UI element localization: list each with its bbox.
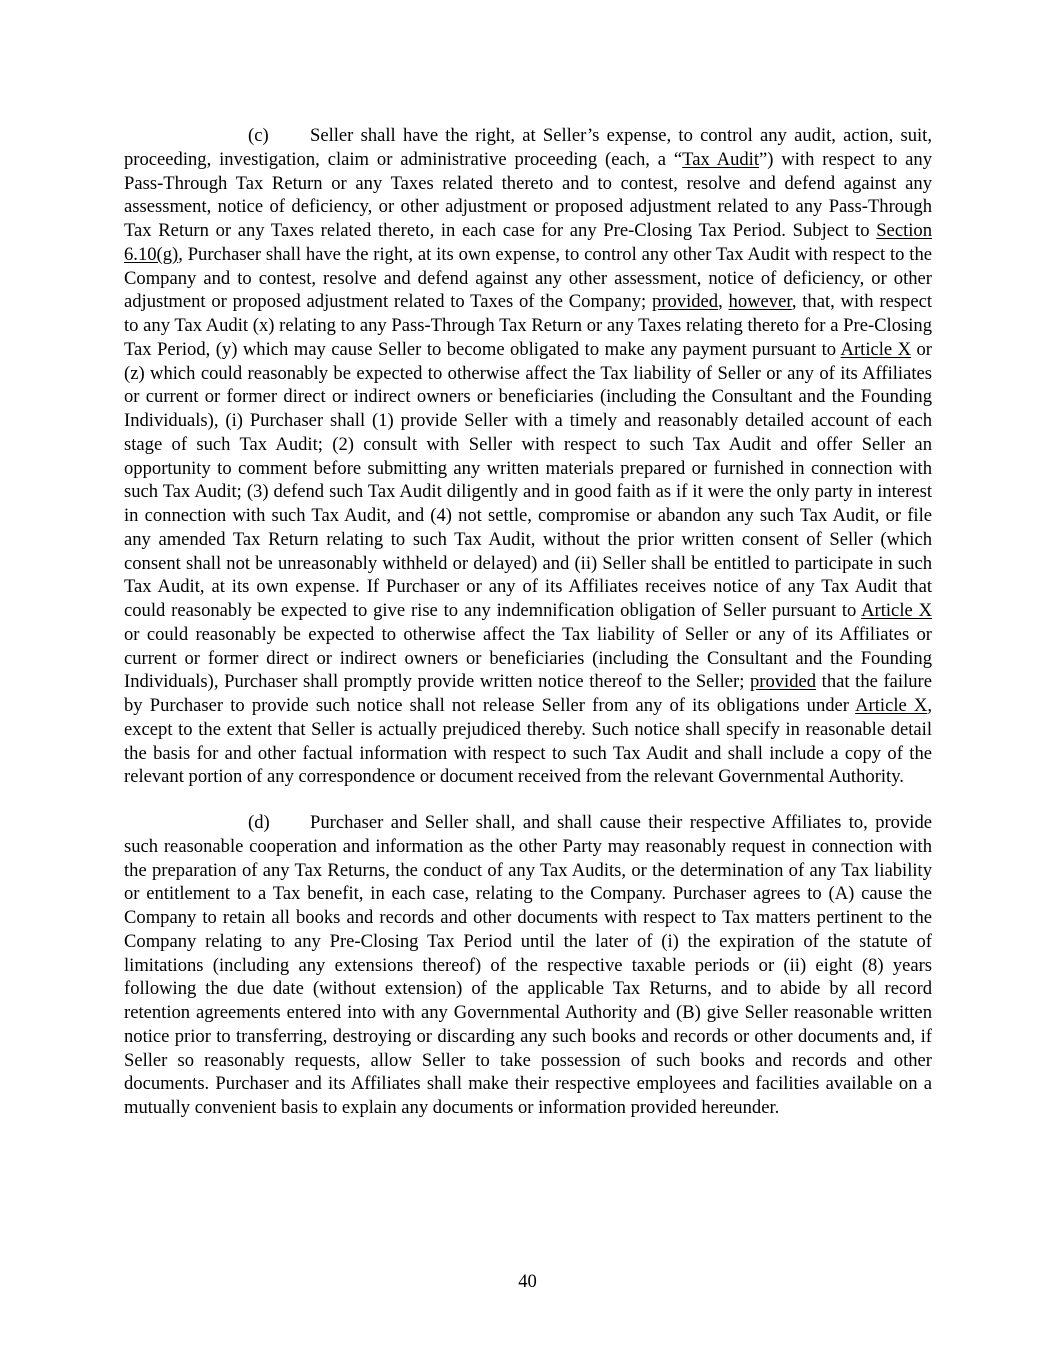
paragraph-c-text-9: , except to the extent that Seller is actually prejudiced thereby. Such notice shall specify in reasonable detail the basis for and other factual information with respect to such Tax Audit and shall include a copy of the relevant portion of any correspondence or document received from the relevant Governmental Authority.: [124, 695, 932, 788]
paragraph-label-c: (c): [248, 125, 269, 146]
paragraph-c-text-3: , Purchaser shall have the right, at its own expense, to control any other Tax Audit with respect to the Company and to contest, resolve and defend against any other assessment, notice of deficiency, or other adjustment or proposed adjustment related to Taxes of the Company;: [124, 243, 932, 313]
paragraph-c-text-4: ,: [718, 291, 729, 313]
article-reference: Article X: [861, 600, 932, 621]
paragraph-c-text-1: Seller shall have the right, at Seller’s expense, to control any audit, action, suit, proceeding, investigation, claim or administrative proceeding (each, a “: [124, 125, 932, 170]
paragraph-d-text: Purchaser and Seller shall, and shall cause their respective Affiliates to, provide such reasonable cooperation and information as the other Party may reasonably request in connection with the preparation of any Tax Returns, the conduct of any Tax Audits, or the determination of any Tax liability or entitlement to a Tax benefit, in each case, relating to the Company. Purchaser agrees to (A) cause the Company to retain all books and records and other documents with respect to Tax matters pertinent to the Company relating to any Pre-Closing Tax Period until the later of (i) the expiration of the statute of limitations (including any extensions thereof) of the respective taxable periods or (ii) eight (8) years following the due date (without extension) of the applicable Tax Returns, and to abide by all record retention agreements entered into with any Governmental Authority and (B) give Seller reasonable written notice prior to transferring, destroying or discarding any such books and records or other documents and, if Seller so reasonably requests, allow Seller to take possession of such books and records and other documents. Purchaser and its Affiliates shall make their respective employees and facilities available on a mutually convenient basis to explain any documents or information provided hereunder.: [124, 812, 932, 1118]
paragraph-c-text-7: or could reasonably be expected to otherwise affect the Tax liability of Seller or any of its Affiliates or current or former direct or indirect owners or beneficiaries (including the Consultant and the Founding Individuals), Purchaser shall promptly provide written notice thereof to the Seller;: [124, 623, 932, 693]
paragraph-c-text-6: or (z) which could reasonably be expected to otherwise affect the Tax liability of Seller or any of its Affiliates or current or former direct or indirect owners or beneficiaries (including the Consultant and the Founding Individuals), (i) Purchaser shall (1) provide Seller with a timely and reasonably detailed account of each stage of such Tax Audit; (2) consult with Seller with respect to such Tax Audit and offer Seller an opportunity to comment before submitting any written materials prepared or furnished in connection with such Tax Audit; (3) defend such Tax Audit diligently and in good faith as if it were the only party in interest in connection with such Tax Audit, and (4) not settle, compromise or abandon any such Tax Audit, or file any amended Tax Return relating to such Tax Audit, without the prior written consent of Seller (which consent shall not be unreasonably withheld or delayed) and (ii) Seller shall be entitled to participate in such Tax Audit, at its own expense. If Purchaser or any of its Affiliates receives notice of any Tax Audit that could reasonably be expected to give rise to any indemnification obligation of Seller pursuant to: [124, 338, 932, 621]
paragraph-c: [124, 124, 932, 789]
paragraph-c-text-5: , that, with respect to any Tax Audit (x) relating to any Pass-Through Tax Return or any Taxes relating thereto for a Pre-Closing Tax Period, (y) which may cause Seller to become obligated to make any payment pursuant to: [124, 291, 932, 360]
paragraph-d: [124, 811, 932, 1120]
document-body: [124, 124, 932, 1120]
article-reference: Article X: [840, 338, 912, 360]
provided-term: provided: [749, 671, 817, 693]
paragraph-label-d: (d): [248, 812, 270, 833]
paragraph-c-text-2: ”) with respect to any Pass-Through Tax Return or any Taxes related thereto and to contest, resolve and defend against any assessment, notice of deficiency, or other adjustment or proposed adjustment related to any Pass-Through Tax Return or any Taxes related thereto, in each case for any Pre-Closing Tax Period. Subject to: [124, 148, 932, 241]
however-term: however: [728, 291, 792, 313]
provided-term: provided: [652, 291, 719, 313]
section-reference: Section 6.10(g): [124, 220, 932, 265]
defined-term-tax-audit: Tax Audit: [682, 148, 759, 170]
article-reference: Article X: [855, 695, 928, 716]
page-number: 40: [518, 1271, 537, 1292]
paragraph-c-text-8: that the failure by Purchaser to provide such notice shall not release Seller from any of its obligations under: [124, 671, 932, 716]
